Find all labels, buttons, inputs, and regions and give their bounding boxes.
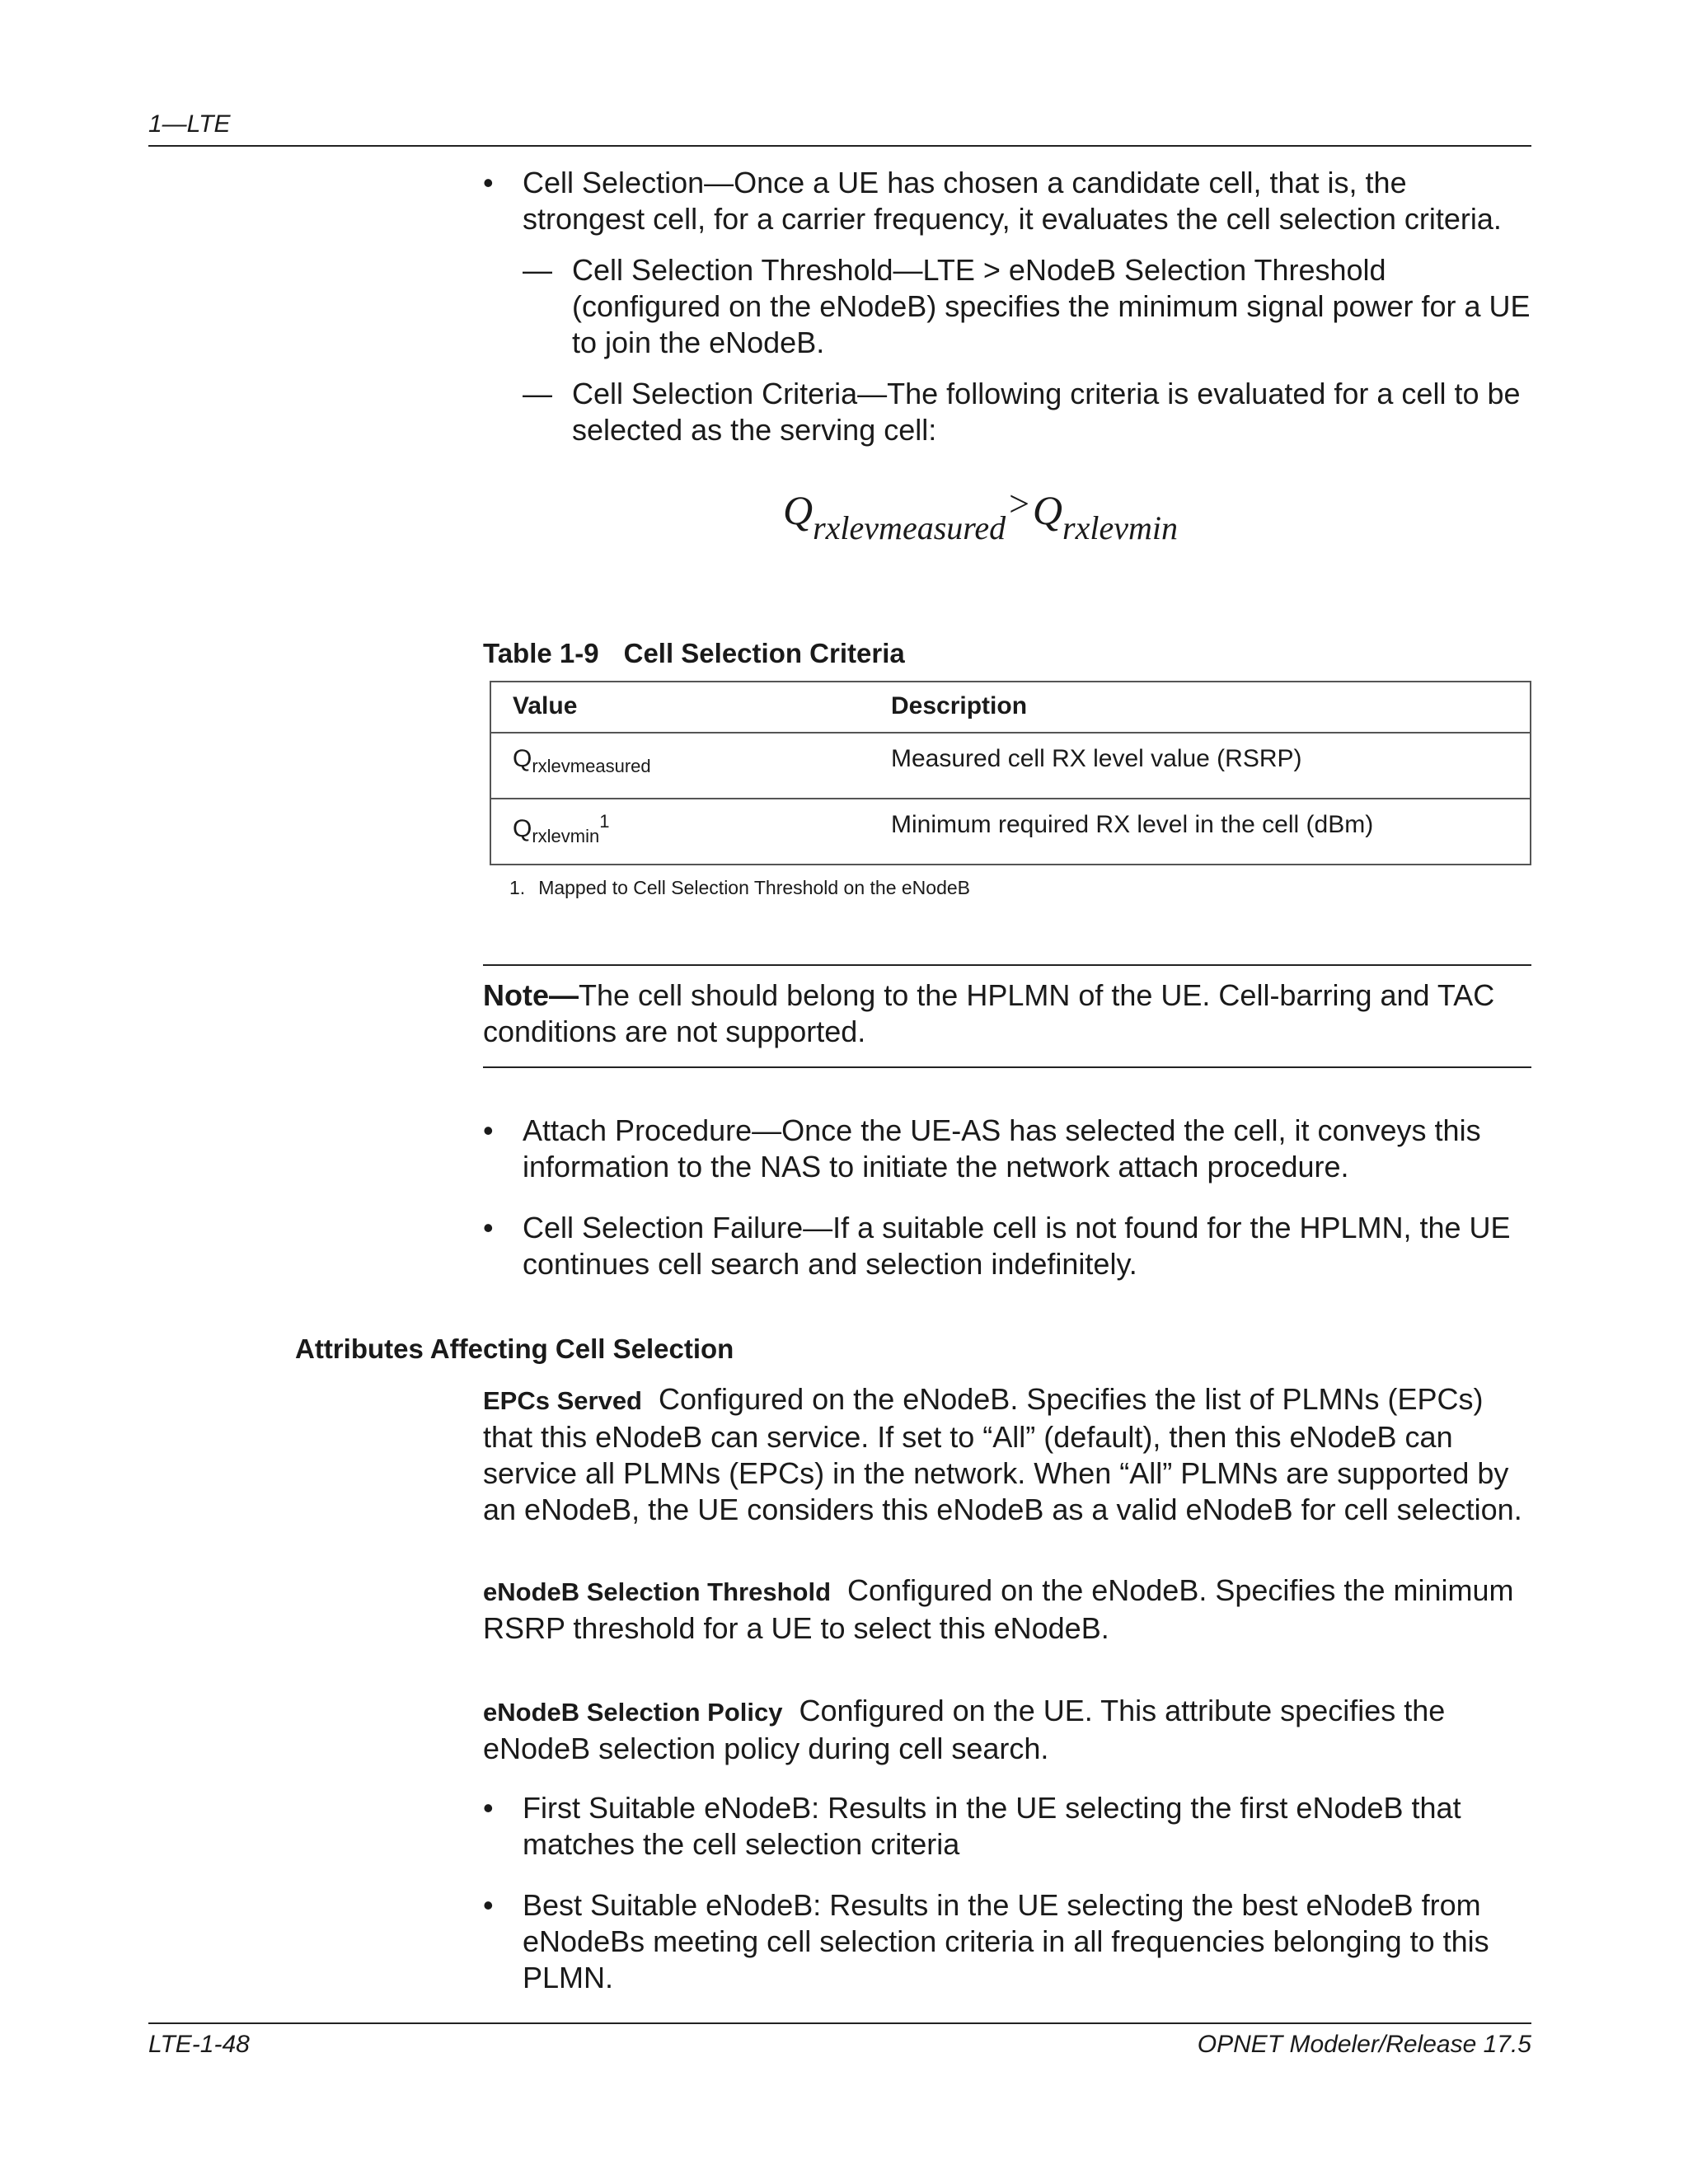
equation-rhs-sub: rxlevmin	[1062, 509, 1178, 546]
note-bottom-rule	[483, 1066, 1531, 1068]
footnote-ref: 1	[599, 811, 610, 832]
footnote-text: Mapped to Cell Selection Threshold on the eNodeB	[538, 877, 970, 898]
bullet-attach-procedure	[483, 1113, 1536, 1185]
bullet-mark: •	[483, 1888, 494, 1922]
bullet-text: Cell Selection—Once a UE has chosen a candidate cell, that is, the strongest cell, for a carrier frequency, it evaluates the cell selection criteria.	[523, 166, 1502, 236]
bullet-mark: •	[483, 1791, 494, 1825]
table-row	[490, 733, 1531, 799]
bullet-text: Cell Selection Failure—If a suitable cell is not found for the HPLMN, the UE continues cell search and selection indefinitely.	[523, 1211, 1511, 1281]
table-cell-value	[490, 799, 870, 865]
attribute-description: Configured on the eNodeB. Specifies the list of PLMNs (EPCs) that this eNodeB can service. If set to “All” (default), then this eNodeB can service all PLMNs (EPCs) in the network. When “All” PLMNs are supported by an eNodeB, the UE considers this eNodeB as a valid eNodeB for cell selection.	[483, 1382, 1522, 1526]
attribute-selection-policy	[483, 1693, 1531, 1767]
equation-rhs-base: Q	[1032, 487, 1063, 533]
note	[483, 977, 1531, 1050]
bullet-cell-selection	[483, 165, 1536, 237]
dash-text: Cell Selection Threshold—LTE > eNodeB Selection Threshold (configured on the eNodeB) specifies the minimum signal power for a UE to join the eNodeB.	[572, 253, 1531, 359]
running-header: 1—LTE	[148, 110, 231, 138]
attribute-name: eNodeB Selection Threshold	[483, 1577, 832, 1606]
table-cell-description: Measured cell RX level value (RSRP)	[870, 733, 1531, 799]
table-cell-description: Minimum required RX level in the cell (dBm)	[870, 799, 1531, 865]
footnote-number: 1.	[509, 877, 526, 898]
criteria-table	[490, 681, 1531, 865]
value-base: Q	[513, 745, 532, 772]
table-header-value: Value	[490, 682, 870, 733]
table-caption	[483, 638, 905, 669]
table-header-description: Description	[870, 682, 1531, 733]
value-subscript: rxlevmeasured	[532, 756, 651, 776]
table-caption-number: Table 1-9	[483, 638, 599, 668]
footer-page-number: LTE-1-48	[148, 2031, 250, 2058]
section-heading: Attributes Affecting Cell Selection	[295, 1333, 734, 1364]
note-label: Note—	[483, 978, 579, 1012]
bullet-mark: •	[483, 166, 494, 199]
dash-text: Cell Selection Criteria—The following criteria is evaluated for a cell to be selected as the serving cell:	[572, 377, 1521, 447]
dash-mark: —	[523, 253, 552, 287]
attribute-name: eNodeB Selection Policy	[483, 1698, 783, 1727]
bullet-best-suitable	[483, 1887, 1536, 1996]
attribute-description: Configured on the UE. This attribute specifies the eNodeB selection policy during cell search.	[483, 1694, 1446, 1765]
table-row	[490, 799, 1531, 865]
dash-item-criteria	[523, 376, 1536, 448]
attribute-epcs-served	[483, 1381, 1531, 1528]
bullet-text: Best Suitable eNodeB: Results in the UE selecting the best eNodeB from eNodeBs meeting cell selection criteria in all frequencies belonging to this PLMN.	[523, 1888, 1489, 1994]
header-rule	[148, 145, 1531, 147]
footer-rule	[148, 2022, 1531, 2024]
equation-lhs-sub: rxlevmeasured	[813, 509, 1006, 546]
table-caption-title: Cell Selection Criteria	[623, 638, 905, 668]
bullet-text: Attach Procedure—Once the UE-AS has selected the cell, it conveys this information to the NAS to initiate the network attach procedure.	[523, 1113, 1481, 1183]
table-header-row	[490, 682, 1531, 733]
attribute-description: Configured on the eNodeB. Specifies the minimum RSRP threshold for a UE to select this eNodeB.	[483, 1573, 1514, 1645]
dash-mark: —	[523, 377, 552, 410]
table-cell-value	[490, 733, 870, 799]
table-footnote	[509, 877, 970, 899]
bullet-mark: •	[483, 1113, 494, 1147]
attribute-name: EPCs Served	[483, 1386, 642, 1415]
dash-item-threshold	[523, 252, 1536, 361]
equation-operator: >	[1009, 484, 1029, 524]
value-subscript: rxlevmin	[532, 826, 600, 846]
bullet-selection-failure	[483, 1210, 1536, 1282]
equation-lhs-base: Q	[783, 487, 814, 533]
bullet-first-suitable	[483, 1790, 1536, 1863]
selection-equation	[783, 486, 1178, 547]
value-base: Q	[513, 815, 532, 842]
bullet-text: First Suitable eNodeB: Results in the UE selecting the first eNodeB that matches the cell selection criteria	[523, 1791, 1461, 1861]
attribute-selection-threshold	[483, 1572, 1531, 1647]
note-text: The cell should belong to the HPLMN of the UE. Cell-barring and TAC conditions are not supported.	[483, 978, 1495, 1048]
bullet-mark: •	[483, 1211, 494, 1244]
footer-product: OPNET Modeler/Release 17.5	[1197, 2031, 1531, 2058]
note-top-rule	[483, 964, 1531, 966]
